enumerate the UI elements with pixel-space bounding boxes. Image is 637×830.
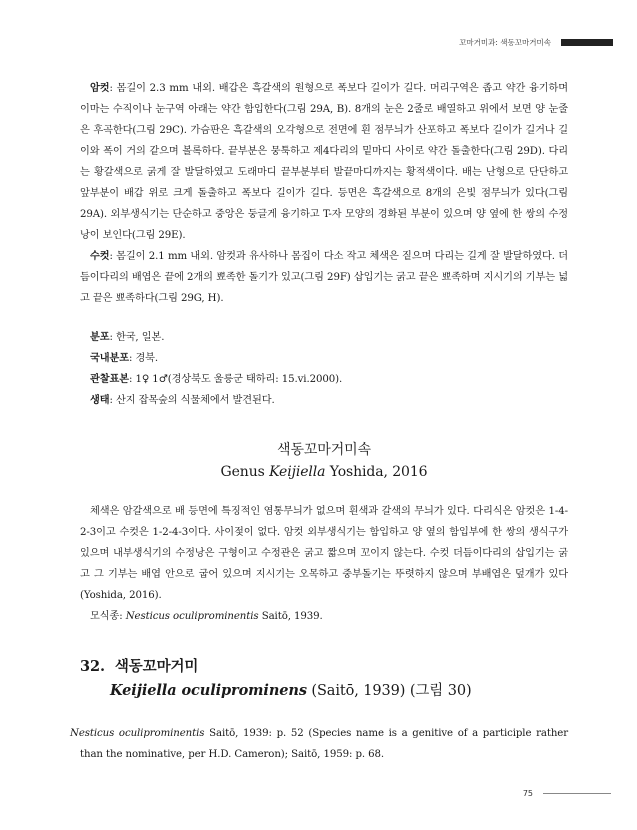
species-title-ko <box>80 655 568 679</box>
running-head-text: 꼬마거미과: 색동꼬마거미속 <box>459 38 551 47</box>
page-number: 75 <box>522 789 533 798</box>
female-text: : 몸길이 2.3 mm 내외. 배갑은 흑갈색의 원형으로 폭보다 길이가 길다. 머리구역은 좁고 약간 융기하며 이마는 수직이나 눈구역 아래는 약간 함입한다(그림 29A, B). 8개의 눈은 2줄로 배열하고 위에서 보면 양 눈줄은 후곡한다(그림 29C). 가슴판은 흑갈색의 오각형으로 전면에 흰 점무늬가 산포하고 폭보다 길이가 길거나 길이와 폭이 거의 같으며 볼록하다. 끝부분은 뭉툭하고 제4다리의 밑마디 사이로 약간 돌출한다(그림 29D). 다리는 황갈색으로 굵게 잘 발달하였고 도래마디 끝부분부터 발끝마디까지는 황적색이다. 배는 난형으로 단단하고 앞부분이 배갑 위로 크게 돌출하고 폭보다 길이가 길다. 등면은 흑갈색으로 8개의 은빛 점무늬가 있다(그림 29A). 외부생식기는 단순하고 중앙은 둥글게 융기하고 T-자 모양의 경화된 부분이 있으며 양 옆에 한 쌍의 수정낭이 보인다(그림 29E). <box>80 83 568 241</box>
distribution-label: 분포 <box>90 331 110 343</box>
type-species-name: Nesticus oculiprominentis <box>125 611 259 622</box>
genus-title-ko: 색동꼬마거미속 <box>277 442 371 458</box>
page-content <box>70 78 568 765</box>
page-footer <box>523 789 611 798</box>
footer-rule <box>543 793 611 794</box>
synonym-name: Nesticus oculiprominentis <box>70 728 205 739</box>
ecology-line <box>80 390 568 411</box>
genus-name: Keijiella <box>269 464 326 480</box>
genus-description: 체색은 암갈색으로 배 등면에 특징적인 염통무늬가 없으며 흰색과 갈색의 무늬가 있다. 다리식은 암컷은 1-4-2-3이고 수컷은 1-2-4-3이다. 사이젖이 없다. 암컷 외부생식기는 함입하고 양 옆의 함입부에 한 쌍의 생식구가 있으며 내부생식기의 수정낭은 구형이고 수정관은 굵고 짧으며 꼬이지 않는다. 수컷 더듬이다리의 삽입기는 굵고 그 기부는 배엽 안으로 굽어 있으며 지시기는 오목하고 중부돌기는 뚜렷하지 않으며 부배엽은 덮개가 있다(Yoshida, 2016). <box>80 506 568 601</box>
genus-prefix: Genus <box>220 464 270 480</box>
domestic-line <box>80 348 568 369</box>
domestic-text: : 경북. <box>128 353 159 364</box>
material-line <box>80 369 568 390</box>
species-number: 32. <box>80 658 105 675</box>
material-label: 관찰표본 <box>90 373 129 385</box>
species-fig-ref: (그림 30) <box>405 683 472 699</box>
distribution-line <box>80 327 568 348</box>
domestic-label: 국내분포 <box>90 352 129 364</box>
female-label: 암컷 <box>90 82 110 94</box>
type-species-label: 모식종: <box>90 611 126 622</box>
species-name-ko: 색동꼬마거미 <box>114 658 199 675</box>
distribution-text: : 한국, 일본. <box>109 332 165 343</box>
running-head <box>459 37 613 48</box>
running-head-bar <box>561 39 613 46</box>
genus-title-en <box>80 461 568 483</box>
species-sci-name: Keijiella oculiprominens <box>110 682 307 699</box>
genus-author: Yoshida, 2016 <box>325 464 428 480</box>
male-text: : 몸길이 2.1 mm 내외. 암컷과 유사하나 몸집이 다소 작고 체색은 짙으며 다리는 길게 잘 발달하였다. 더듬이다리의 배엽은 끝에 2개의 뾰족한 돌기가 있고(그림 29F) 삽입기는 굵고 끝은 뾰족하며 지시기의 기부는 넓고 끝은 뾰족하다(그림 29G, H). <box>80 251 568 304</box>
genus-heading <box>80 439 568 483</box>
synonymy <box>70 723 568 765</box>
type-species-author: Saitō, 1939. <box>258 611 323 622</box>
type-species-line <box>80 606 568 627</box>
species-author: (Saitō, 1939) <box>306 683 406 699</box>
female-description <box>80 78 568 246</box>
species-title-sci <box>80 679 568 703</box>
synonym-citation: Saitō, 1939: p. 52 (Species name is a genitive of a participle rather than the nominative, per H.D. Cameron); Saitō, 1959: p. 68. <box>80 728 568 760</box>
synonymy-entry <box>70 723 568 765</box>
male-label: 수컷 <box>90 250 110 262</box>
male-description <box>80 246 568 309</box>
material-text: : 1♀ 1♂(경상북도 울릉군 태하리: 15.vi.2000). <box>128 374 343 385</box>
ecology-label: 생태 <box>90 394 110 406</box>
ecology-text: : 산지 잡목숲의 식물체에서 발견된다. <box>109 395 275 406</box>
species-heading <box>80 655 568 703</box>
